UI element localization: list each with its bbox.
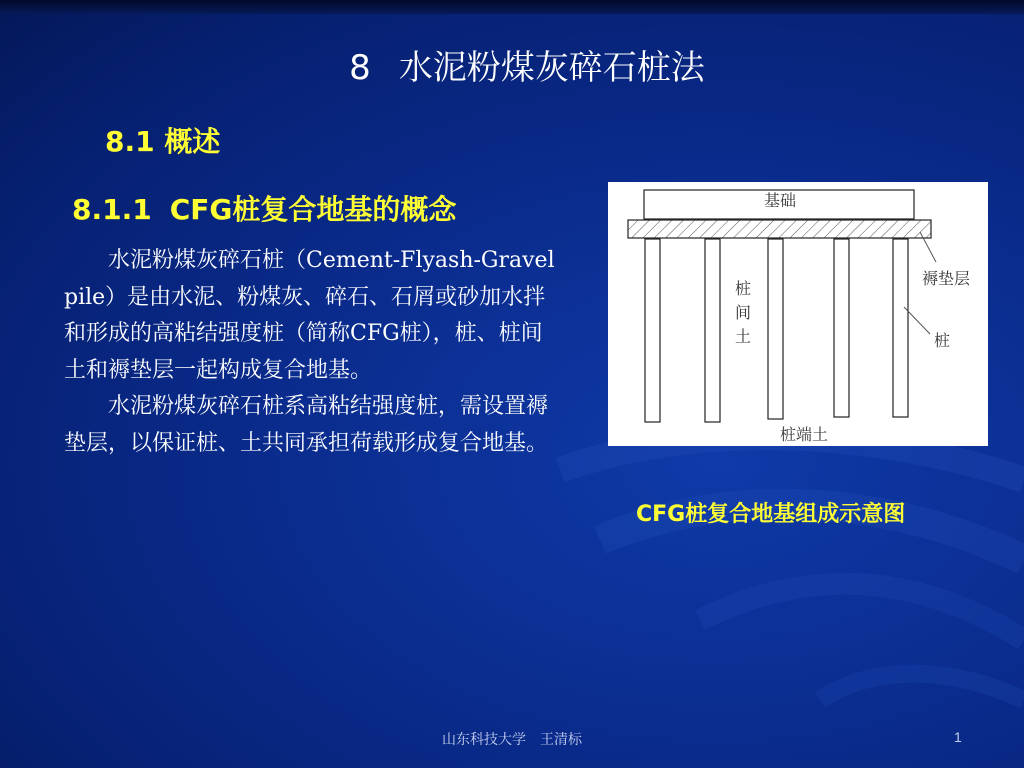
end-soil-label: 桩端土 [780,425,829,444]
subsection-number: 8.1.1 [72,193,152,226]
pile [645,239,660,422]
page-number: 1 [954,729,962,745]
cushion-label: 褥垫层 [922,269,971,288]
title-text: 水泥粉煤灰碎石桩法 [398,48,705,88]
subsection-heading [72,188,456,228]
figure-caption: CFG桩复合地基组成示意图 [636,502,906,527]
pile [705,239,720,422]
paragraph-2: 水泥粉煤灰碎石桩系高粘结强度桩，需设置褥垫层，以保证桩、土共同承担荷载形成复合地基。 [64,394,549,456]
cushion-layer [628,220,931,238]
foundation-label: 基础 [764,191,797,210]
body-text [64,243,564,462]
top-band [0,0,1024,14]
soil-between-label-2: 间 [735,303,752,322]
pile [834,239,849,417]
soil-between-label-3: 土 [735,327,752,346]
soil-between-label-1: 桩 [735,279,752,298]
paragraph-1: 水泥粉煤灰碎石桩（Cement-Flyash-Gravel pile）是由水泥、粉煤灰、碎石、石屑或砂加水拌和形成的高粘结强度桩（简称CFG桩），桩、桩间土和褥垫层一起构成复合地基。 [64,248,555,383]
footer-text: 山东科技大学 王清标 [442,732,582,748]
pile-label: 桩 [934,331,951,350]
diagram-drawing [608,182,988,446]
section-heading: 8.1 概述 [105,125,221,158]
pile [768,239,783,419]
title-number: 8 [349,48,371,88]
subsection-text: CFG桩复合地基的概念 [169,193,457,226]
cfg-diagram [608,182,988,446]
pile [893,239,908,417]
slide-title [0,40,1024,89]
